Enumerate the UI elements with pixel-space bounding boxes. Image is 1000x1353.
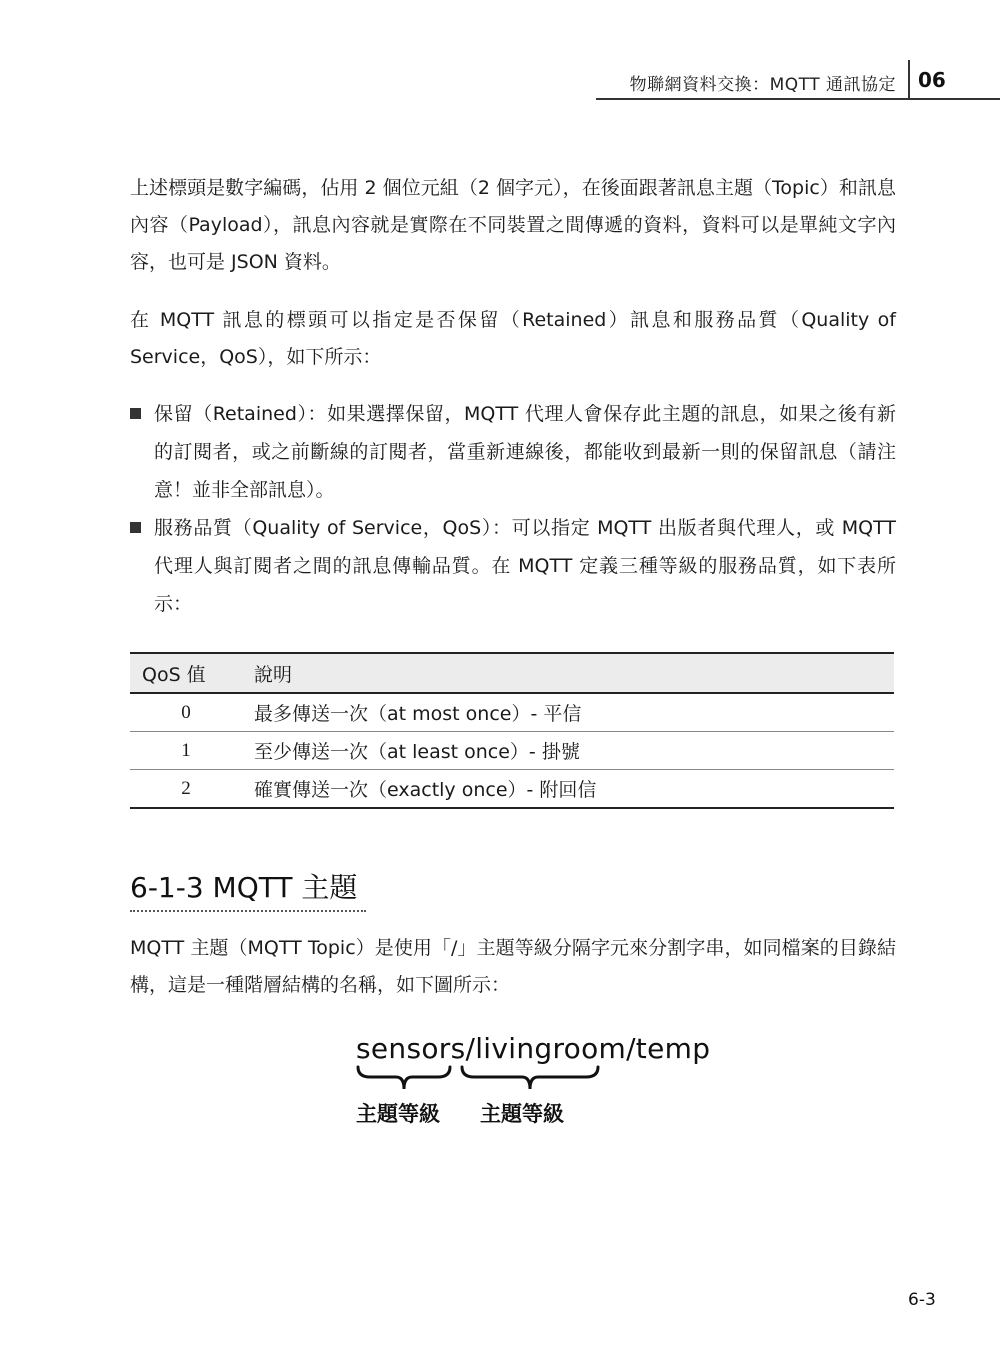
- square-bullet-icon: [130, 522, 141, 533]
- topic-level-label: 主題等級: [356, 1102, 440, 1126]
- paragraph-header-encoding: 上述標頭是數字編碼，佔用 2 個位元組（2 個字元），在後面跟著訊息主題（Topic）和訊息內容（Payload），訊息內容就是實際在不同裝置之間傳遞的資料，資料可以是單純文字內容，也可是 JSON 資料。: [130, 177, 896, 273]
- topic-level-label: 主題等級: [480, 1102, 564, 1126]
- qos-value: 0: [130, 693, 242, 732]
- table-row: [130, 732, 894, 770]
- table-row: [130, 770, 894, 809]
- table-header-row: [130, 653, 894, 693]
- bullet-list: [130, 395, 896, 623]
- qos-description: 確實傳送一次（exactly once）- 附回信: [242, 770, 894, 809]
- paragraph-topic-intro: MQTT 主題（MQTT Topic）是使用「/」主題等級分隔字元來分割字串，如同檔案的目錄結構，這是一種階層結構的名稱，如下圖所示：: [130, 937, 896, 996]
- qos-value: 1: [130, 732, 242, 770]
- header-divider: [908, 60, 910, 100]
- header-rule: [596, 98, 1000, 100]
- qos-value: 2: [130, 770, 242, 809]
- square-bullet-icon: [130, 408, 141, 419]
- paragraph-retained-qos-intro: 在 MQTT 訊息的標頭可以指定是否保留（Retained）訊息和服務品質（Quality of Service，QoS），如下所示：: [130, 309, 896, 368]
- list-item: [130, 509, 896, 623]
- qos-table: [130, 652, 894, 809]
- section-underline: [130, 910, 366, 912]
- table-row: [130, 693, 894, 732]
- page-number: 6-3: [908, 1290, 936, 1310]
- qos-description: 至少傳送一次（at least once）- 掛號: [242, 732, 894, 770]
- brace-icon: [460, 1063, 600, 1093]
- brace-icon: [356, 1063, 452, 1093]
- chapter-title: 物聯網資料交換：MQTT 通訊協定: [629, 75, 896, 95]
- topic-path: sensors/livingroom/temp: [356, 1032, 711, 1065]
- bullet-text-qos: 服務品質（Quality of Service，QoS）：可以指定 MQTT 出版者與代理人，或 MQTT 代理人與訂閱者之間的訊息傳輸品質。在 MQTT 定義三種等級的服務品質，如下表所示：: [154, 517, 896, 615]
- qos-description: 最多傳送一次（at most once）- 平信: [242, 693, 894, 732]
- chapter-number: 06: [918, 68, 946, 92]
- column-header-qos: QoS 值: [130, 653, 242, 693]
- section-heading: 6-1-3 MQTT 主題: [130, 871, 358, 904]
- bullet-text-retained: 保留（Retained）：如果選擇保留，MQTT 代理人會保存此主題的訊息，如果之後有新的訂閱者，或之前斷線的訂閱者，當重新連線後，都能收到最新一則的保留訊息（請注意！並非全部訊息）。: [154, 403, 896, 501]
- list-item: [130, 395, 896, 509]
- column-header-description: 說明: [242, 653, 894, 693]
